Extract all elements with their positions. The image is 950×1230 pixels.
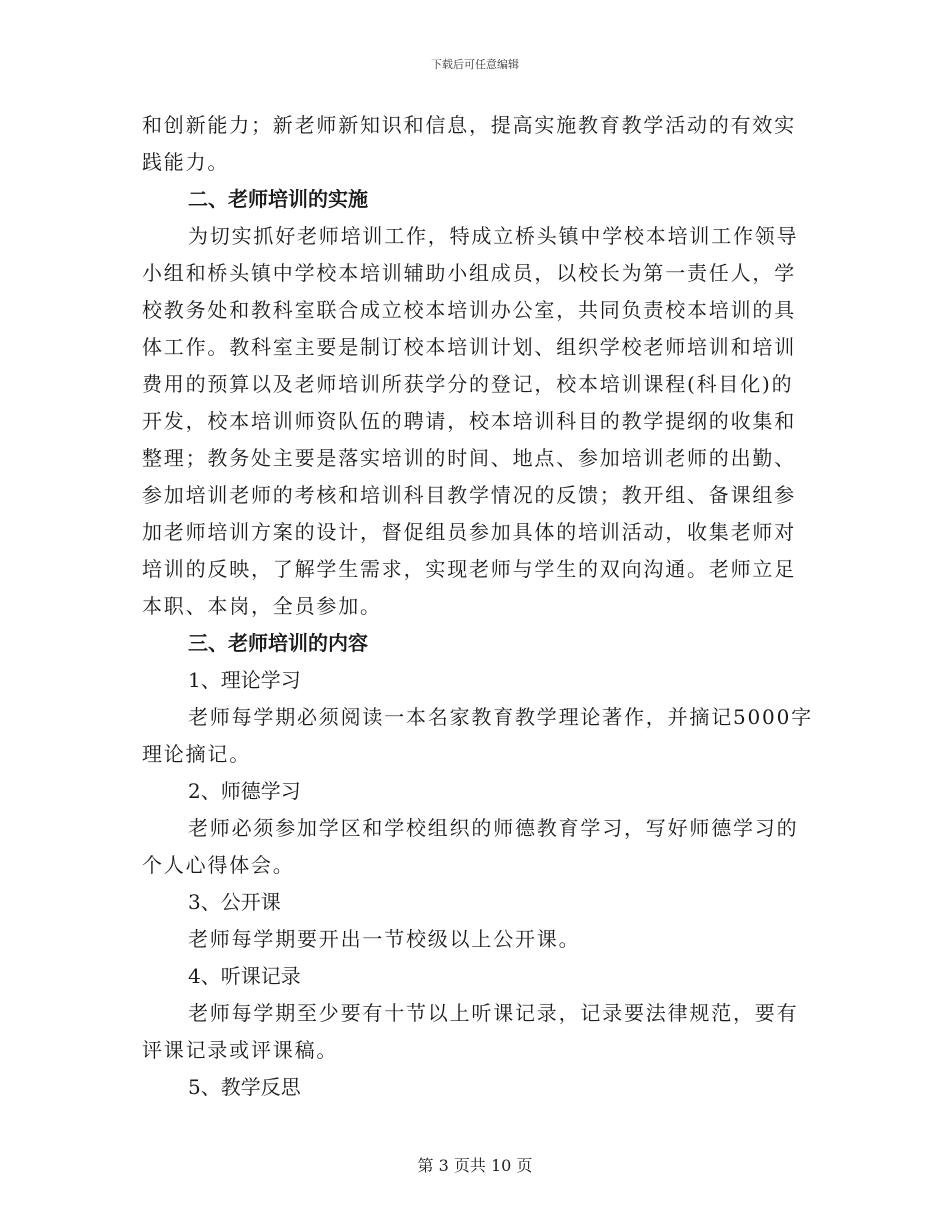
text-line: 老师每学期至少要有十节以上听课记录，记录要法律规范，要有	[188, 1001, 799, 1025]
list-item-heading: 1、理论学习	[188, 668, 301, 692]
text-line: 费用的预算以及老师培训所获学分的登记，校本培训课程(科目化)的	[142, 372, 794, 396]
text-line: 老师必须参加学区和学校组织的师德教育学习，写好师德学习的	[188, 816, 799, 840]
list-item-heading: 3、公开课	[188, 890, 281, 914]
text-line: 培训的反映，了解学生需求，实现老师与学生的双向沟通。老师立足	[142, 557, 796, 581]
list-item-heading: 2、师德学习	[188, 779, 301, 803]
text-line: 参加培训老师的考核和培训科目教学情况的反馈；教开组、备课组参	[142, 483, 796, 507]
text-line: 小组和桥头镇中学校本培训辅助小组成员，以校长为第一责任人，学	[142, 261, 796, 285]
text-line: 体工作。教科室主要是制订校本培训计划、组织学校老师培训和培训	[142, 335, 796, 359]
text-line: 整理；教务处主要是落实培训的时间、地点、参加培训老师的出勤、	[142, 446, 796, 470]
section-heading: 二、老师培训的实施	[188, 187, 368, 211]
text-line: 践能力。	[142, 150, 230, 174]
text-line: 校教务处和教科室联合成立校本培训办公室，共同负责校本培训的具	[142, 298, 796, 322]
page-header: 下载后可任意编辑	[431, 58, 519, 71]
text-line: 个人心得体会。	[142, 853, 295, 877]
list-item-heading: 4、听课记录	[188, 964, 301, 988]
text-line: 老师每学期要开出一节校级以上公开课。	[188, 927, 581, 951]
text-line: 理论摘记。	[142, 742, 251, 766]
text-line: 老师每学期必须阅读一本名家教育教学理论著作，并摘记5000字	[188, 705, 813, 729]
text-line: 本职、本岗，全员参加。	[142, 594, 382, 618]
list-item-heading: 5、教学反思	[188, 1075, 301, 1099]
text-line: 为切实抓好老师培训工作，特成立桥头镇中学校本培训工作领导	[188, 224, 799, 248]
section-heading: 三、老师培训的内容	[188, 631, 368, 655]
text-line: 评课记录或评课稿。	[142, 1038, 339, 1062]
text-line: 和创新能力；新老师新知识和信息，提高实施教育教学活动的有效实	[142, 113, 796, 137]
text-line: 加老师培训方案的设计，督促组员参加具体的培训活动，收集老师对	[142, 520, 796, 544]
text-line: 开发，校本培训师资队伍的聘请，校本培训科目的教学提纲的收集和	[142, 409, 796, 433]
page-footer: 第 3 页共 10 页	[417, 1156, 533, 1175]
document-body	[142, 107, 813, 1106]
